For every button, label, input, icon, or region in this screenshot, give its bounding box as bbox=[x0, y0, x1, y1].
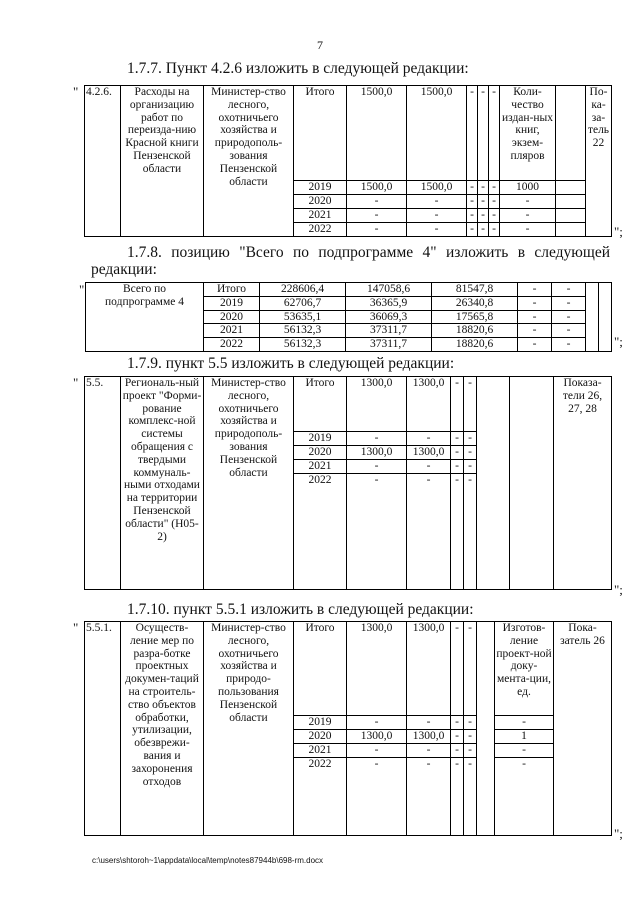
total-value-1: 1300,0 bbox=[347, 377, 407, 432]
page-number: 7 bbox=[317, 38, 323, 52]
table-row: 2022 - - - - - bbox=[85, 758, 612, 836]
total-value-1: 1500,0 bbox=[347, 86, 407, 181]
heading-1-7-10: 1.7.10. пункт 5.5.1 изложить в следующей редакции: bbox=[127, 601, 474, 618]
total-value-1: 1300,0 bbox=[347, 622, 407, 716]
total-value-2: 1300,0 bbox=[407, 622, 451, 716]
indicator-name: Коли-чество издан-ных книг, экзем-пляров bbox=[500, 86, 556, 181]
table-row: 2021 - - - - bbox=[85, 460, 612, 474]
open-quote: " bbox=[73, 620, 79, 635]
total-dash-b: - bbox=[464, 622, 477, 716]
item-executor: Министер-ство лесного, охотничьего хозяйства и природо-пользования Пензенской области bbox=[204, 622, 294, 836]
total-label: Итого bbox=[294, 86, 347, 181]
subprogram-label: Всего по подпрограмме 4 bbox=[86, 283, 204, 352]
table-row: 2020 - - - - - - bbox=[85, 195, 612, 209]
indicator-ref: Показа-тели 26, 27, 28 bbox=[554, 377, 612, 590]
item-number: 5.5. bbox=[85, 377, 121, 590]
close-mark: "; bbox=[614, 224, 623, 239]
table-5-5 bbox=[84, 376, 612, 590]
footer-file-path: c:\users\shtoroh~1\appdata\local\temp\notes87944b\698-rm.docx bbox=[92, 856, 324, 865]
total-label: Итого bbox=[294, 377, 347, 432]
item-number: 5.5.1. bbox=[85, 622, 121, 836]
total-dash-c: - bbox=[489, 86, 500, 181]
heading-1-7-9: 1.7.9. пункт 5.5 изложить в следующей редакции: bbox=[127, 355, 455, 372]
indicator-ref: Пока-затель 26 bbox=[554, 622, 612, 836]
total-value-2: 1500,0 bbox=[407, 86, 467, 181]
item-executor: Министер-ство лесного, охотничьего хозяйства и природополь-зования Пензенской области bbox=[204, 377, 294, 590]
table-5-5-1 bbox=[84, 621, 612, 836]
table-total-subprogram-4 bbox=[85, 282, 612, 352]
table-row: 2021 56132,3 37311,7 18820,6 - - bbox=[86, 324, 612, 338]
total-dash-b: - bbox=[478, 86, 489, 181]
open-quote: " bbox=[79, 282, 85, 297]
table-row: 2019 - - - - bbox=[85, 432, 612, 446]
heading-1-7-7: 1.7.7. Пункт 4.2.6 изложить в следующей редакции: bbox=[127, 60, 469, 77]
item-name: Региональ-ный проект "Форми-рование комплекс-ной системы обращения с твердыми коммуналь-ными отходами на территории Пензенской области" (Н05-2) bbox=[121, 377, 204, 590]
table-row: 2019 62706,7 36365,9 26340,8 - - bbox=[86, 296, 612, 310]
table-row: 2021 - - - - - - bbox=[85, 209, 612, 223]
item-name: Осуществ-ление мер по разра-ботке проектных докумен-таций на строитель-ство объектов обработки, утилизации, обезврежи-вания и захоронения отходов bbox=[121, 622, 204, 836]
indicator-ref: По-ка-за-тель 22 bbox=[586, 86, 612, 237]
table-row: 2022 - - - - bbox=[85, 474, 612, 590]
table-row: Всего по подпрограмме 4 Итого 228606,4 147058,6 81547,8 - - bbox=[86, 283, 612, 297]
open-quote: " bbox=[73, 375, 79, 390]
total-dash-a: - bbox=[451, 377, 464, 432]
table-row: 2019 - - - - - bbox=[85, 716, 612, 730]
total-dash-a: - bbox=[467, 86, 478, 181]
table-row: 2020 1300,0 1300,0 - - bbox=[85, 446, 612, 460]
total-dash-a: - bbox=[451, 622, 464, 716]
total-dash-b: - bbox=[464, 377, 477, 432]
close-mark: "; bbox=[614, 582, 623, 597]
table-row: 2020 53635,1 36069,3 17565,8 - - bbox=[86, 310, 612, 324]
heading-1-7-8: 1.7.8. позицию "Всего по подпрограмме 4" изложить в следующей bbox=[127, 244, 610, 261]
item-number: 4.2.6. bbox=[85, 86, 121, 237]
item-name: Расходы на организацию работ по переизда-нию Красной книги Пензенской области bbox=[121, 86, 204, 237]
close-mark: "; bbox=[614, 334, 623, 349]
open-quote: " bbox=[73, 84, 79, 99]
heading-1-7-8-cont: редакции: bbox=[91, 261, 157, 278]
total-value-2: 1300,0 bbox=[407, 377, 451, 432]
table-row: 2020 1300,0 1300,0 - - 1 bbox=[85, 730, 612, 744]
table-row: 2019 1500,0 1500,0 - - - 1000 bbox=[85, 181, 612, 195]
indicator-name: Изготов-ление проект-ной доку-мента-ции, ед. bbox=[495, 622, 554, 716]
table-4-2-6 bbox=[84, 85, 612, 237]
close-mark: "; bbox=[614, 826, 623, 841]
table-row: 2021 - - - - - bbox=[85, 744, 612, 758]
item-executor: Министер-ство лесного, охотничьего хозяйства и природополь-зования Пензенской области bbox=[204, 86, 294, 237]
table-row: 2022 56132,3 37311,7 18820,6 - - bbox=[86, 338, 612, 352]
total-label: Итого bbox=[294, 622, 347, 716]
table-row: 2022 - - - - - - bbox=[85, 223, 612, 237]
